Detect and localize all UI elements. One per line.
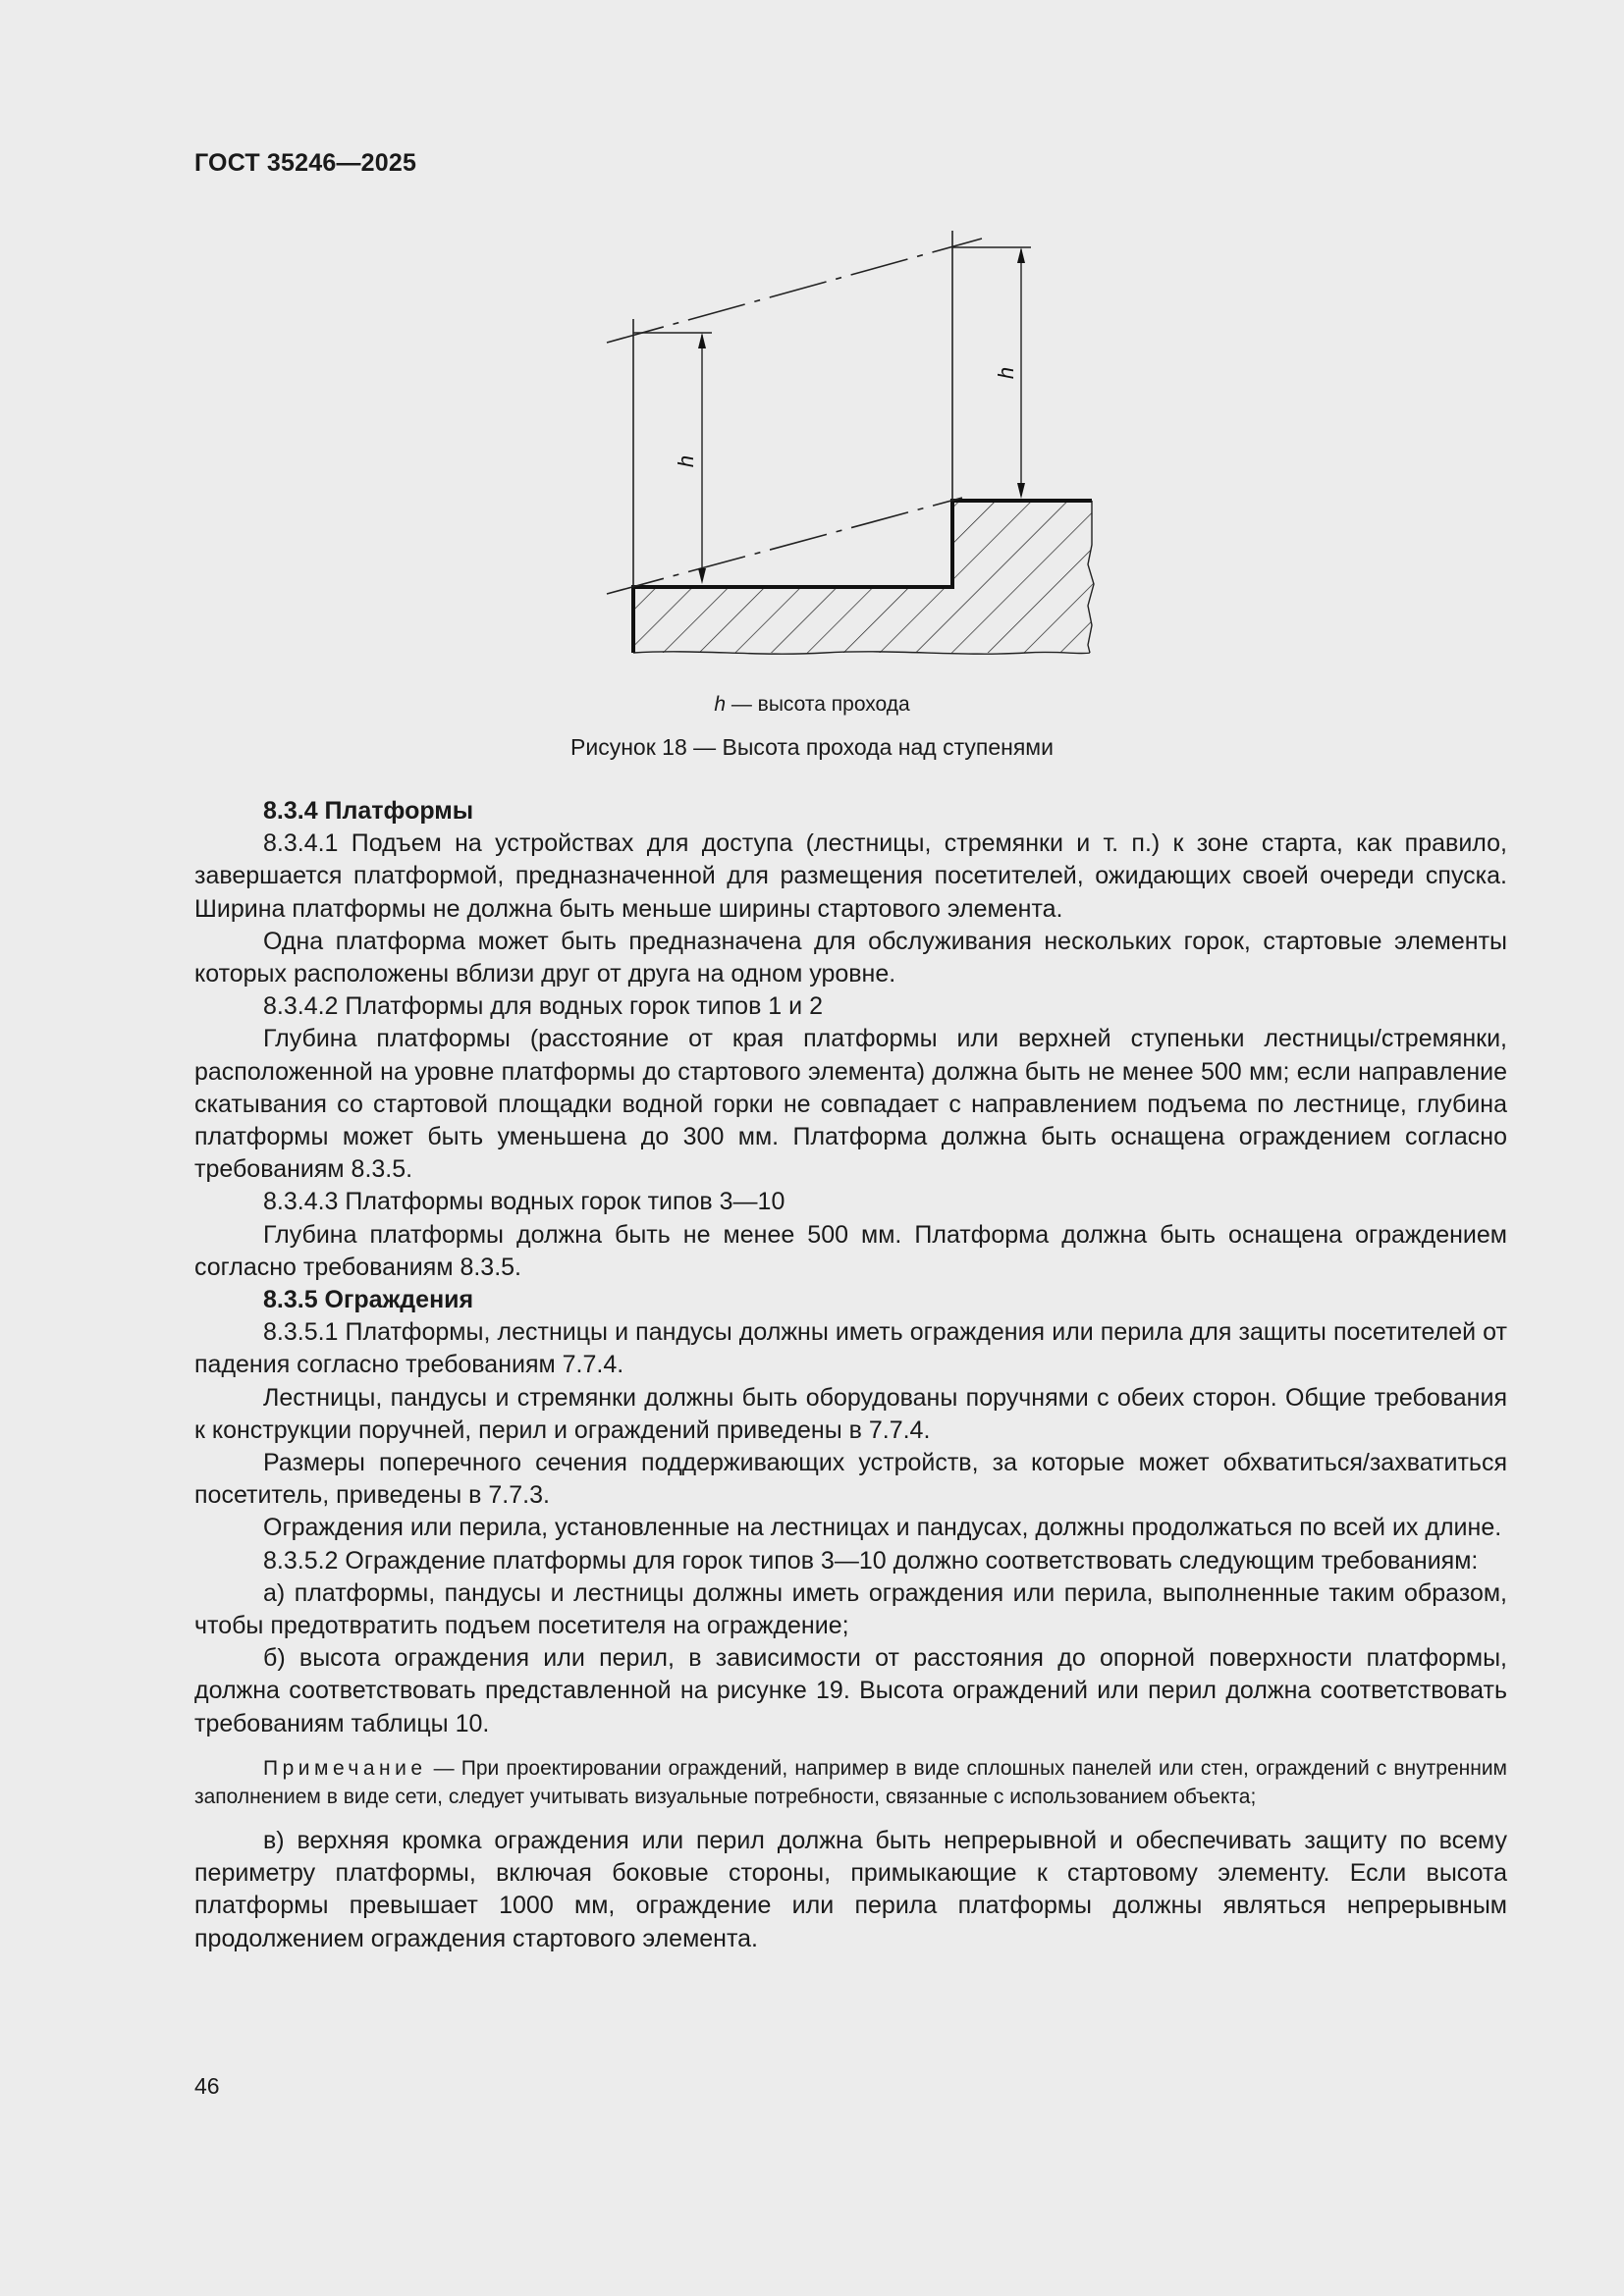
list-item-b: б) высота ограждения или перил, в зависимости от расстояния до опорной поверхности платформы, должна соответствовать представленной на рисунке 19. Высота ограждений или перил должна соответствовать требованиям таблицы 10.	[194, 1644, 1507, 1737]
list-item-a: а) платформы, пандусы и лестницы должны иметь ограждения или перила, выполненные таким образом, чтобы предотвратить подъем посетителя на ограждение;	[194, 1578, 1507, 1640]
legend-text: — высота прохода	[726, 693, 910, 716]
dim-label-right: h	[994, 366, 1018, 380]
document-header: ГОСТ 35246—2025	[194, 149, 417, 177]
paragraph: Ограждения или перила, установленные на лестницах и пандусах, должны продолжаться по всей их длине.	[263, 1514, 1502, 1542]
right-dim-arrow-bottom	[1017, 483, 1025, 499]
note-label: Примечание	[263, 1756, 427, 1780]
paragraph: 8.3.4.3 Платформы водных горок типов 3—10	[263, 1188, 785, 1216]
stair-clearance-drawing	[589, 221, 1119, 682]
left-dim-arrow-bottom	[698, 568, 706, 584]
paragraph: Размеры поперечного сечения поддерживающих устройств, за которые может обхватиться/захватиться посетитель, приведены в 7.7.3.	[194, 1449, 1507, 1510]
paragraph: 8.3.4.1 Подъем на устройствах для доступа (лестницы, стремянки и т. п.) к зоне старта, как правило, завершается платформой, предназначенной для размещения посетителей, ожидающих своей очереди спуска. Ширина платформы не должна быть меньше ширины стартового элемента.	[194, 829, 1507, 923]
section-heading-835: 8.3.5 Ограждения	[263, 1286, 474, 1314]
legend-variable: h	[714, 693, 726, 716]
note	[194, 1754, 1507, 1811]
paragraph: Глубина платформы должна быть не менее 500 мм. Платформа должна быть оснащена ограждением согласно требованиям 8.3.5.	[194, 1220, 1507, 1281]
right-dim-arrow-top	[1017, 247, 1025, 263]
paragraph: 8.3.5.2 Ограждение платформы для горок типов 3—10 должно соответствовать следующим требованиям:	[263, 1546, 1479, 1575]
figure-legend	[0, 693, 1624, 717]
upper-pitch-line	[607, 239, 982, 343]
dim-label-left: h	[674, 454, 698, 468]
paragraph: 8.3.4.2 Платформы для водных горок типов 1 и 2	[263, 992, 823, 1021]
paragraph: Глубина платформы (расстояние от края платформы или верхней ступеньки лестницы/стремянки, расположенной на уровне платформы до стартового элемента) должна быть не менее 500 мм; если направление скатывания со стартовой площадки водной горки не совпадает с направлением подъема по лестнице, глубина платформы может быть уменьшена до 300 мм. Платформа должна быть оснащена ограждением согласно требованиям 8.3.5.	[194, 1025, 1507, 1184]
section-heading-834: 8.3.4 Платформы	[263, 797, 474, 825]
paragraph: Одна платформа может быть предназначена для обслуживания нескольких горок, стартовые элементы которых расположены вблизи друг от друга на одном уровне.	[194, 927, 1507, 988]
paragraph: Лестницы, пандусы и стремянки должны быть оборудованы поручнями с обеих сторон. Общие требования к конструкции поручней, перил и ограждений приведены в 7.7.4.	[194, 1383, 1507, 1444]
figure-caption: Рисунок 18 — Высота прохода над ступенями	[570, 734, 1054, 760]
note-text: — При проектировании ограждений, например в виде сплошных панелей или стен, ограждений с внутренним заполнением в виде сети, следует учитывать визуальные потребности, связанные с использованием объекта;	[194, 1756, 1507, 1808]
left-dim-arrow-top	[698, 333, 706, 348]
page-number: 46	[194, 2073, 220, 2099]
paragraph: 8.3.5.1 Платформы, лестницы и пандусы должны иметь ограждения или перила для защиты посетителей от падения согласно требованиям 7.7.4.	[194, 1318, 1507, 1379]
main-text	[194, 795, 1507, 1955]
lower-pitch-line	[607, 498, 962, 594]
figure-stair-clearance	[589, 221, 1119, 682]
list-item-v: в) верхняя кромка ограждения или перил должна быть непрерывной и обеспечивать защиту по всему периметру платформы, включая боковые стороны, примыкающие к стартовому элементу. Если высота платформы превышает 1000 мм, ограждение или перила платформы должны являться непрерывным продолжением ограждения стартового элемента.	[194, 1826, 1507, 1952]
